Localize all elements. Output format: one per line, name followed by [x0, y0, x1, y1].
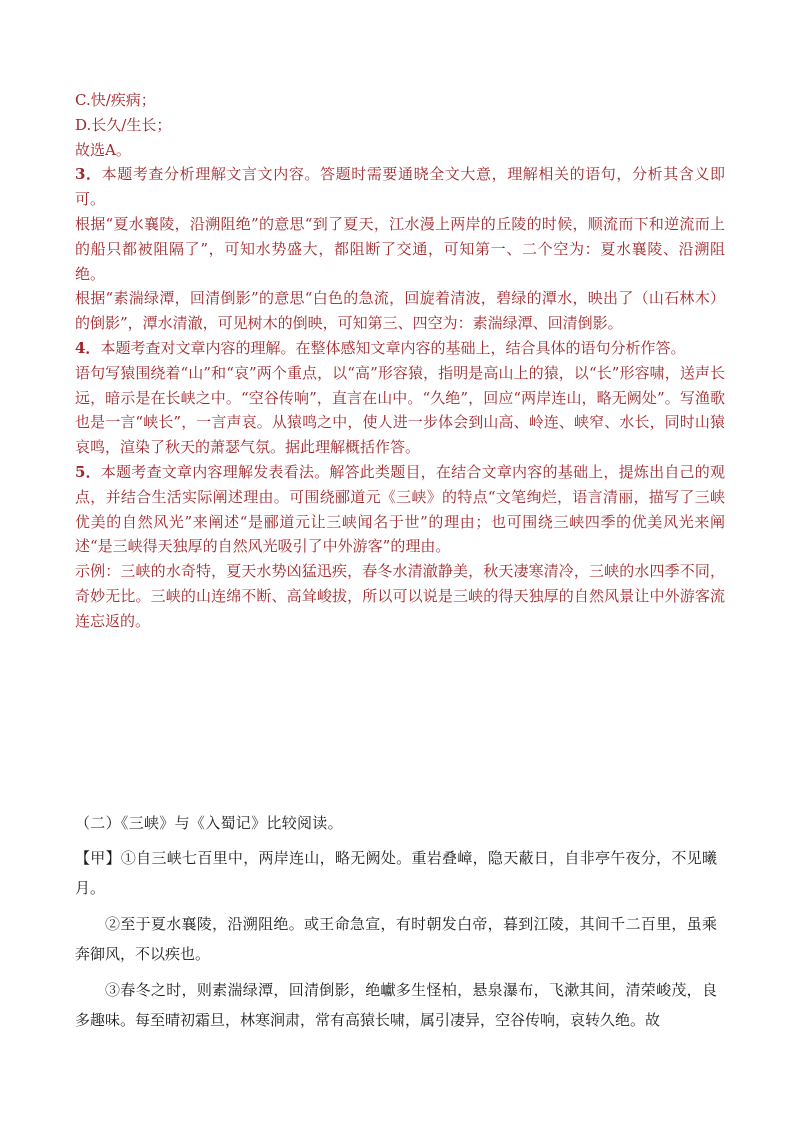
question-5-text: 本题考查文章内容理解发表看法。解答此类题目，在结合文章内容的基础上，提炼出自己的观点，并结合生活实际阐述理由。可围绕郦道元《三峡》的特点“文笔绚烂，语言清丽，描写了三峡优美的自然风光”来阐述“是郦道元让三峡闻名于世”的理由；也可围绕三峡四季的优美风光来阐述“是三峡得天独厚的自然风光吸引了中外游客”的理由。	[75, 462, 726, 556]
question-4-text: 本题考查对文章内容的理解。在整体感知文章内容的基础上，结合具体的语句分析作答。	[100, 338, 686, 357]
answer-conclusion: 故选A。	[75, 140, 131, 159]
question-3-text: 本题考查分析理解文言文内容。答题时需要通晓全文大意，理解相关的语句，分析其含义即可。	[75, 165, 725, 209]
question-number: 5．	[75, 462, 101, 481]
passage-text-1: ①自三峡七百里中，两岸连山，略无阙处。重岩叠嶂，隐天蔽日，自非亭午夜分，不见曦月。	[75, 849, 717, 897]
answer-explanations	[75, 88, 725, 634]
question-number: 4．	[75, 338, 101, 357]
question-4-explanation	[75, 336, 725, 361]
answer-option-d: D.长久/生长；	[75, 115, 172, 134]
question-5-example: 示例：三峡的水奇特，夏天水势凶猛迅疾，春冬水清澈静美，秋天凄寒清冷，三峡的水四季不同，奇妙无比。三峡的山连绵不断、高耸峻拔，所以可以说是三峡的得天独厚的自然风景让中外游客流连忘返的。	[75, 562, 725, 630]
question-3-analysis-2: 根据“素湍绿潭，回清倒影”的意思“白色的急流，回旋着清波，碧绿的潭水，映出了（山石林木）的倒影”，潭水清澈，可见树木的倒映，可知第三、四空为：素湍绿潭、回清倒影。	[75, 289, 725, 333]
question-5-explanation	[75, 460, 725, 559]
question-3-explanation	[75, 162, 725, 212]
question-number: 3．	[75, 165, 102, 184]
question-3-analysis-1: 根据“夏水襄陵，沿溯阻绝”的意思“到了夏天，江水漫上两岸的丘陵的时候，顺流而下和逆流而上的船只都被阻隔了”，可知水势盛大，都阻断了交通，可知第一、二个空为：夏水襄陵、沿溯阻绝。	[75, 214, 725, 283]
question-4-analysis: 语句写猿围绕着“山”和“哀”两个重点，以“高”形容猿，指明是高山上的猿，以“长”形容啸，送声长远，暗示是在长峡之中。“空谷传响”，直言在山中。“久绝”，回应“两岸连山，略无阙处”。写渔歌也是一言“峡长”，一言声哀。从猿鸣之中，使人进一步体会到山高、岭连、峡窄、水长，同时山猿哀鸣，渲染了秋天的萧瑟气氛。据此理解概括作答。	[75, 363, 725, 457]
passage-paragraph-2: ②至于夏水襄陵，沿溯阻绝。或王命急宣，有时朝发白帝，暮到江陵，其间千二百里，虽乘奔御风，不以疾也。	[75, 915, 717, 963]
section-title: （二）《三峡》与《入蜀记》比较阅读。	[75, 814, 343, 832]
passage-paragraph-3: ③春冬之时，则素湍绿潭，回清倒影，绝巘多生怪柏，悬泉瀑布，飞漱其间，清荣峻茂，良多趣味。每至晴初霜旦，林寒涧肃，常有高猿长啸，属引凄异，空谷传响，哀转久绝。故	[75, 981, 717, 1029]
passage-label-jia: 【甲】	[75, 849, 121, 867]
passage-paragraph-1	[75, 843, 717, 903]
reading-passage	[75, 843, 717, 1041]
answer-option-c: C.快/疾病；	[75, 91, 156, 109]
